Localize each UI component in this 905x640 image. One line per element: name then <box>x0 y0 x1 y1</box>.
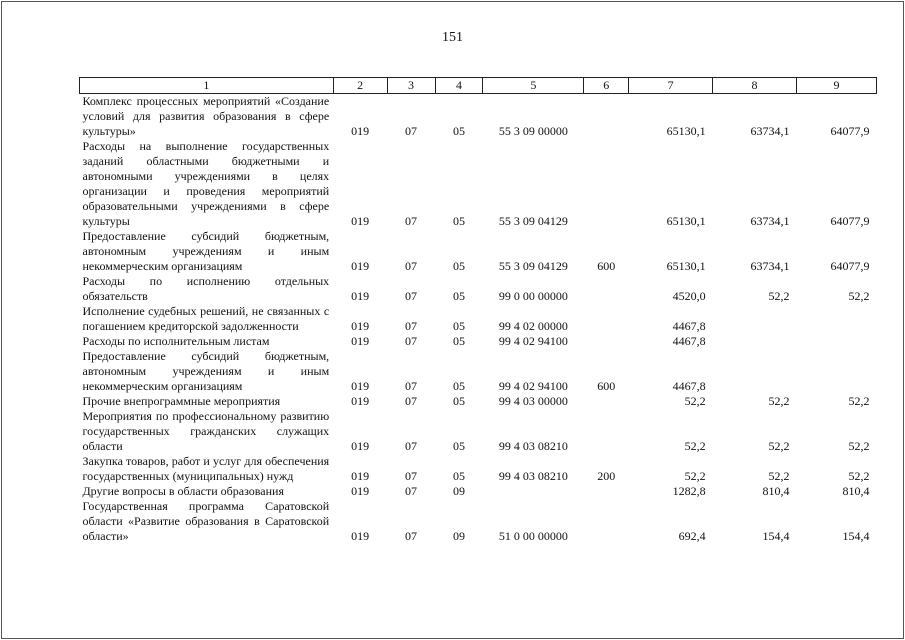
cell-amount-year2: 63734,1 <box>750 259 790 273</box>
cell-subsection: 05 <box>452 259 465 273</box>
cell-amount-year1: 4467,8 <box>672 379 706 393</box>
cell-amount-year3 <box>797 349 877 394</box>
cell-amount-year2: 52,2 <box>768 469 790 483</box>
cell-amount-year3: 52,2 <box>848 289 870 303</box>
cell-expense-type <box>584 139 629 229</box>
column-header: 2 <box>333 78 387 94</box>
table-row <box>80 229 877 274</box>
cell-ministry-code: 019 <box>351 484 370 498</box>
cell-ministry-code: 019 <box>351 529 370 543</box>
cell-subsection: 05 <box>452 334 465 348</box>
cell-ministry-code: 019 <box>351 214 370 228</box>
cell-section: 07 <box>405 259 418 273</box>
cell-amount-year1: 4520,0 <box>672 289 706 303</box>
cell-description: Предоставление субсидий бюджетным, автономным учреждениям и иным некоммерческим организациям <box>82 349 330 393</box>
cell-section: 07 <box>405 484 418 498</box>
cell-expense-type <box>584 499 629 544</box>
cell-expense-type: 600 <box>597 379 616 393</box>
budget-table <box>79 77 877 544</box>
cell-ministry-code: 019 <box>351 394 370 408</box>
cell-amount-year3: 64077,9 <box>830 124 870 138</box>
cell-amount-year1: 692,4 <box>678 529 706 543</box>
page-number: 151 <box>442 30 463 45</box>
cell-amount-year2: 52,2 <box>768 394 790 408</box>
cell-amount-year1: 65130,1 <box>666 259 706 273</box>
cell-expense-type <box>584 484 629 499</box>
cell-amount-year1: 52,2 <box>684 394 706 408</box>
cell-subsection: 05 <box>452 469 465 483</box>
table-row <box>80 94 877 140</box>
cell-expense-type: 600 <box>597 259 616 273</box>
cell-amount-year1: 52,2 <box>684 469 706 483</box>
cell-amount-year2 <box>713 304 797 334</box>
cell-section: 07 <box>405 334 418 348</box>
table-row <box>80 349 877 394</box>
cell-description: Предоставление субсидий бюджетным, автономным учреждениям и иным некоммерческим организациям <box>82 229 330 273</box>
cell-subsection: 05 <box>452 124 465 138</box>
table-row <box>80 394 877 409</box>
cell-amount-year1: 4467,8 <box>672 319 706 333</box>
table-row <box>80 274 877 304</box>
cell-target-article: 99 4 03 00000 <box>498 394 568 408</box>
cell-amount-year2: 52,2 <box>768 289 790 303</box>
cell-amount-year3: 52,2 <box>848 469 870 483</box>
cell-expense-type <box>584 409 629 454</box>
cell-expense-type: 200 <box>597 469 616 483</box>
cell-section: 07 <box>405 469 418 483</box>
table-row <box>80 409 877 454</box>
column-header: 6 <box>584 78 629 94</box>
cell-description: Исполнение судебных решений, не связанных с погашением кредиторской задолженности <box>82 304 330 333</box>
cell-ministry-code: 019 <box>351 469 370 483</box>
cell-subsection: 05 <box>452 319 465 333</box>
cell-expense-type <box>584 394 629 409</box>
cell-target-article: 99 4 02 94100 <box>498 334 568 348</box>
cell-description: Закупка товаров, работ и услуг для обеспечения государственных (муниципальных) нужд <box>82 454 330 483</box>
cell-amount-year3 <box>797 304 877 334</box>
column-header: 3 <box>387 78 435 94</box>
column-header: 4 <box>435 78 483 94</box>
cell-target-article: 99 4 03 08210 <box>498 439 568 453</box>
cell-amount-year1: 65130,1 <box>666 214 706 228</box>
cell-description: Комплекс процессных мероприятий «Создание условий для развития образования в сфере культуры» <box>82 94 330 138</box>
table-row <box>80 334 877 349</box>
cell-amount-year2: 63734,1 <box>750 214 790 228</box>
table-row <box>80 139 877 229</box>
cell-description: Прочие внепрограммные мероприятия <box>82 394 281 408</box>
column-header: 1 <box>80 78 334 94</box>
cell-amount-year2: 810,4 <box>762 484 790 498</box>
cell-ministry-code: 019 <box>351 259 370 273</box>
cell-section: 07 <box>405 289 418 303</box>
table-row <box>80 484 877 499</box>
cell-expense-type <box>584 274 629 304</box>
cell-amount-year3: 154,4 <box>842 529 870 543</box>
cell-target-article: 99 0 00 00000 <box>498 289 568 303</box>
cell-subsection: 05 <box>452 289 465 303</box>
cell-subsection: 05 <box>452 214 465 228</box>
column-header: 8 <box>713 78 797 94</box>
cell-target-article: 99 4 02 00000 <box>498 319 568 333</box>
cell-amount-year3: 810,4 <box>842 484 870 498</box>
cell-section: 07 <box>405 394 418 408</box>
cell-section: 07 <box>405 214 418 228</box>
cell-subsection: 09 <box>452 484 465 498</box>
cell-target-article: 55 3 09 04129 <box>498 214 568 228</box>
cell-section: 07 <box>405 379 418 393</box>
cell-target-article: 51 0 00 00000 <box>498 529 568 543</box>
cell-ministry-code: 019 <box>351 319 370 333</box>
cell-amount-year2 <box>713 349 797 394</box>
column-header: 7 <box>629 78 713 94</box>
cell-section: 07 <box>405 439 418 453</box>
table-row <box>80 304 877 334</box>
cell-description: Мероприятия по профессиональному развитию государственных гражданских служащих области <box>82 409 330 453</box>
cell-target-article: 55 3 09 00000 <box>498 124 568 138</box>
cell-description: Другие вопросы в области образования <box>82 484 284 498</box>
cell-description: Расходы на выполнение государственных заданий областными бюджетными и автономными учреждениями в целях организации и проведения мероприятий образовательными учреждениями в сфере культуры <box>82 139 330 228</box>
cell-description: Расходы по исполнительным листам <box>82 334 270 348</box>
table-row <box>80 454 877 484</box>
table-row <box>80 499 877 544</box>
cell-amount-year3: 52,2 <box>848 394 870 408</box>
column-header: 9 <box>797 78 877 94</box>
cell-amount-year1: 65130,1 <box>666 124 706 138</box>
cell-expense-type <box>584 334 629 349</box>
cell-amount-year2: 52,2 <box>768 439 790 453</box>
cell-subsection: 05 <box>452 379 465 393</box>
cell-description: Расходы по исполнению отдельных обязательств <box>82 274 330 303</box>
cell-target-article: 99 4 02 94100 <box>498 379 568 393</box>
cell-subsection: 09 <box>452 529 465 543</box>
header-row <box>80 78 877 94</box>
cell-ministry-code: 019 <box>351 439 370 453</box>
cell-target-article: 99 4 03 08210 <box>498 469 568 483</box>
cell-ministry-code: 019 <box>351 379 370 393</box>
cell-amount-year3 <box>797 334 877 349</box>
cell-amount-year1: 4467,8 <box>672 334 706 348</box>
cell-ministry-code: 019 <box>351 124 370 138</box>
cell-amount-year3: 64077,9 <box>830 214 870 228</box>
cell-subsection: 05 <box>452 439 465 453</box>
cell-amount-year2: 63734,1 <box>750 124 790 138</box>
cell-amount-year3: 64077,9 <box>830 259 870 273</box>
cell-expense-type <box>584 304 629 334</box>
cell-subsection: 05 <box>452 394 465 408</box>
cell-ministry-code: 019 <box>351 289 370 303</box>
cell-amount-year1: 52,2 <box>684 439 706 453</box>
cell-amount-year1: 1282,8 <box>672 484 706 498</box>
cell-amount-year3: 52,2 <box>848 439 870 453</box>
cell-ministry-code: 019 <box>351 334 370 348</box>
cell-target-article <box>483 484 584 499</box>
cell-target-article: 55 3 09 04129 <box>498 259 568 273</box>
cell-section: 07 <box>405 124 418 138</box>
cell-amount-year2: 154,4 <box>762 529 790 543</box>
cell-description: Государственная программа Саратовской области «Развитие образования в Саратовской области» <box>82 499 330 543</box>
cell-amount-year2 <box>713 334 797 349</box>
cell-section: 07 <box>405 319 418 333</box>
cell-expense-type <box>584 94 629 140</box>
cell-section: 07 <box>405 529 418 543</box>
column-header: 5 <box>483 78 584 94</box>
